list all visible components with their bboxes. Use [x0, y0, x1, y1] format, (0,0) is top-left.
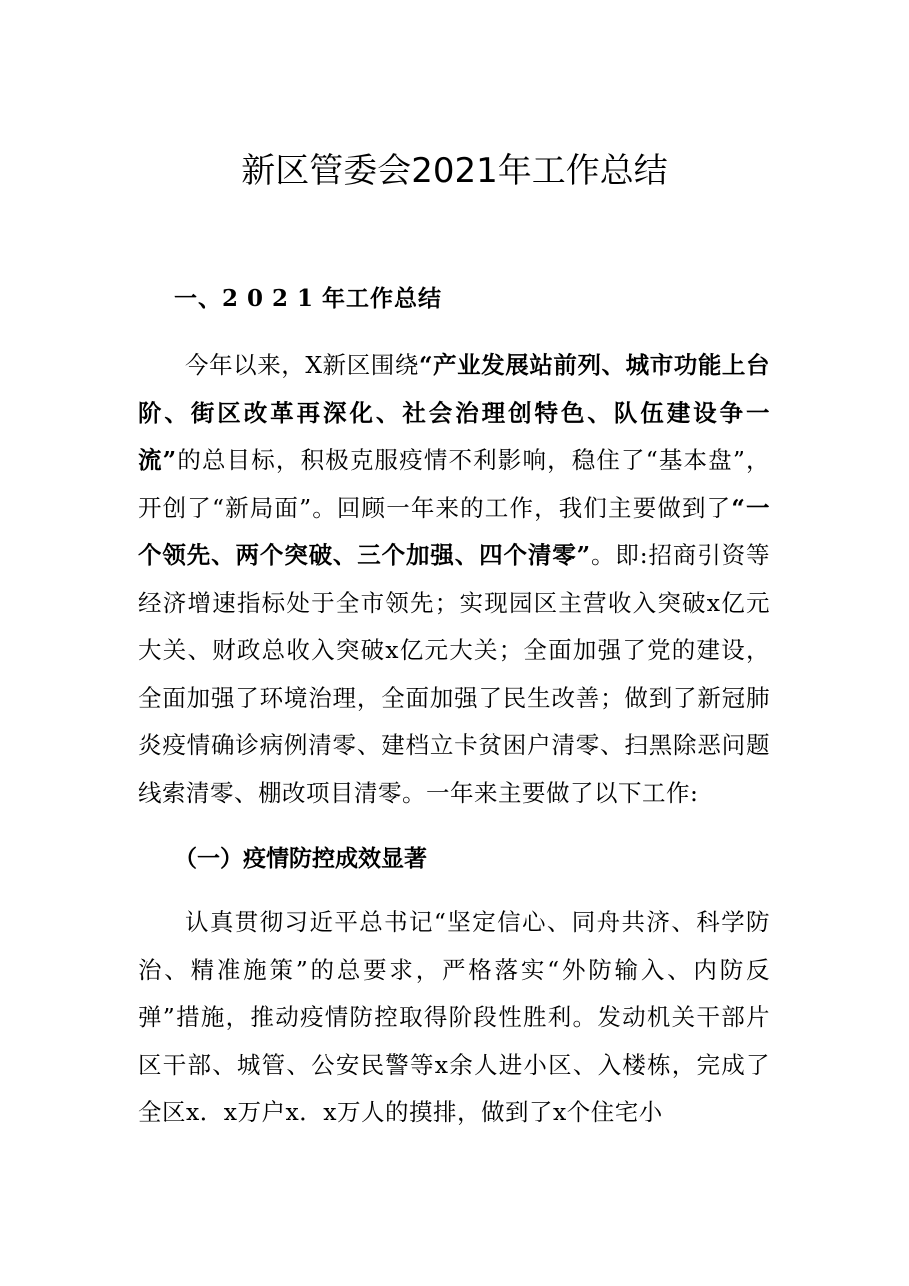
intro-text-1: 今年以来，X新区围绕 [185, 351, 419, 379]
intro-text-3: 。即:招商引资等经济增速指标处于全市领先；实现园区主营收入突破x亿元大关、财政总收入突破x亿元大关；全面加强了党的建设，全面加强了环境治理，全面加强了民生改善；做到了新冠肺炎疫情确诊病例清零、建档立卡贫困户清零、扫黑除恶问题线索清零、棚改项目清零。一年来主要做了以下工作: [138, 541, 770, 807]
goal-slogan: “产业发展站前列、城市功能上台阶、街区改革再深化、社会治理创特色、队伍建设争一流” [138, 351, 770, 474]
section-heading [138, 280, 770, 318]
document-body [138, 280, 770, 1137]
intro-text-2: 的总目标，积极克服疫情不利影响，稳住了“基本盘”，开创了“新局面”。回顾一年来的工作，我们主要做到了 [138, 446, 770, 522]
document-title: 新区管委会2021年工作总结 [241, 151, 668, 191]
achievement-slogan: “一个领先、两个突破、三个加强、四个清零” [138, 493, 770, 569]
intro-paragraph [138, 342, 770, 817]
section-number: 一、 [174, 285, 222, 312]
section-year: 2021 [222, 285, 323, 312]
section-heading-text: 年工作总结 [322, 285, 443, 312]
epidemic-paragraph: 认真贯彻习近平总书记“坚定信心、同舟共济、科学防治、精准施策”的总要求，严格落实“外防输入、内防反弹”措施，推动疫情防控取得阶段性胜利。发动机关干部片区干部、城管、公安民警等x余人进小区、入楼栋，完成了全区x．x万户x．x万人的摸排，做到了x个住宅小 [138, 908, 770, 1126]
subsection-heading: （一）疫情防控成效显著 [174, 845, 427, 872]
